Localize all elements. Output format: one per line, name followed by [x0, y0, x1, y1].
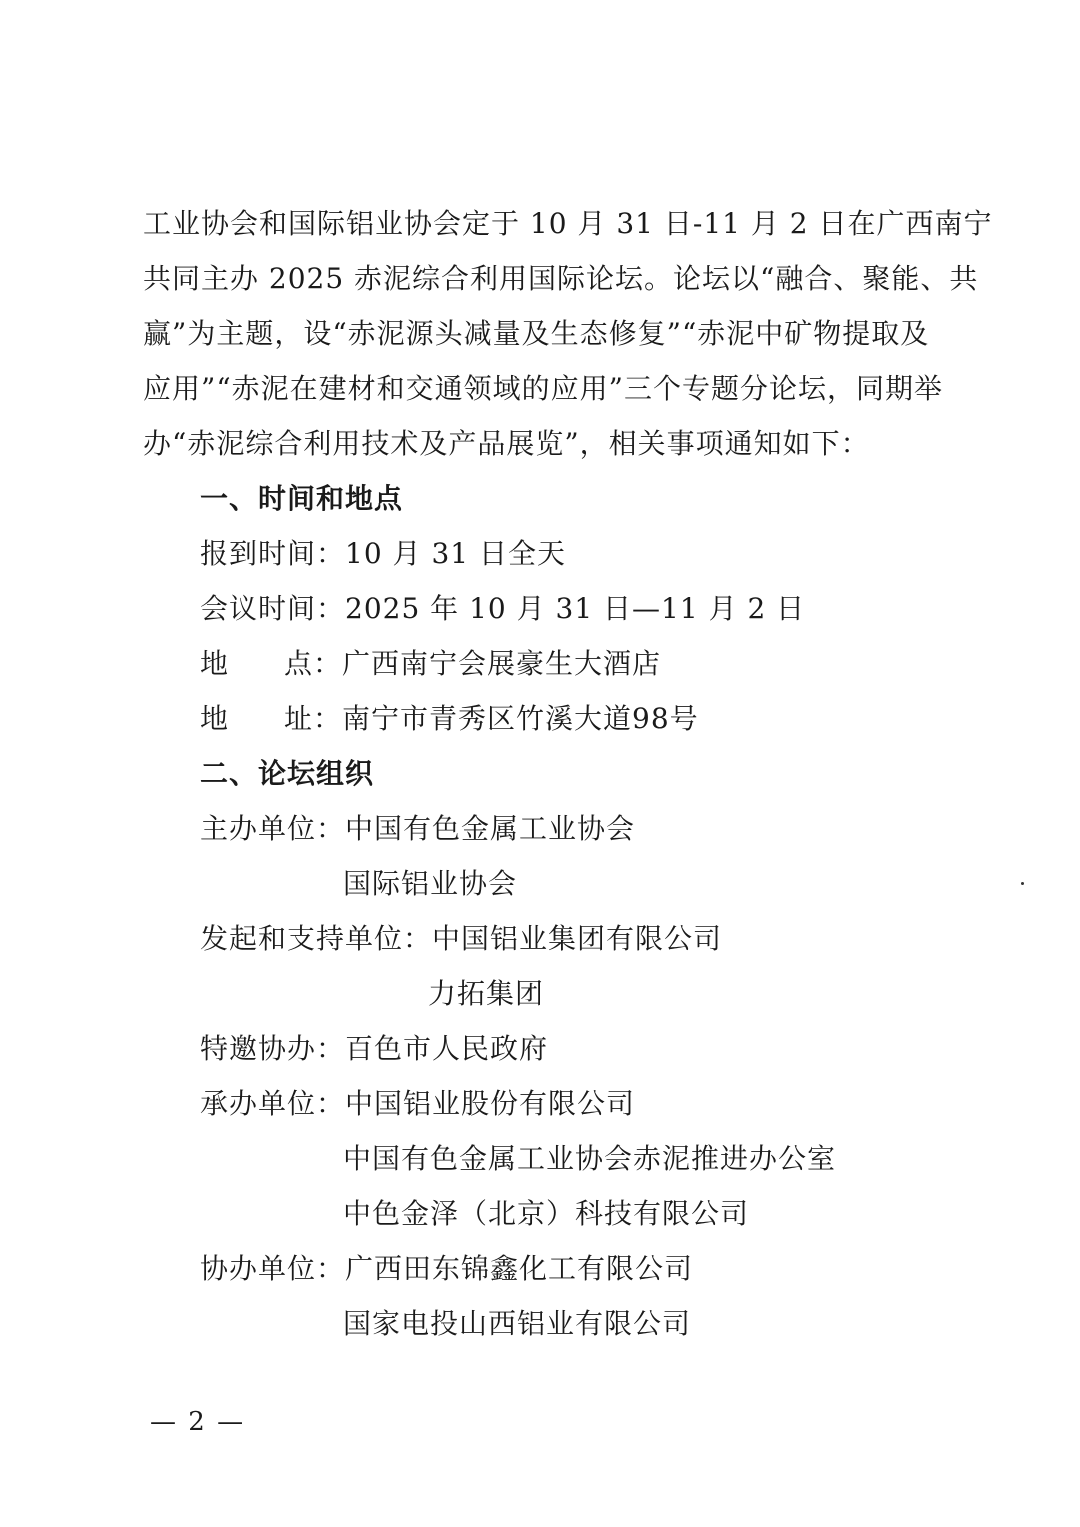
initiator-value-2: 力拓集团	[428, 977, 545, 1010]
co-organizer-label: 协办单位：	[200, 1252, 346, 1285]
organizer-value-1: 中国铝业股份有限公司	[345, 1087, 636, 1120]
host-row	[200, 809, 635, 849]
address-label-first: 地	[200, 702, 230, 735]
initiator-value-1: 中国铝业集团有限公司	[432, 922, 723, 955]
registration-time-row	[200, 534, 566, 574]
meeting-time-label: 会议时间：	[200, 592, 346, 625]
special-row	[200, 1029, 548, 1069]
intro-line-1: 工业协会和国际铝业协会定于 10 月 31 日-11 月 2 日在广西南宁	[143, 207, 993, 240]
scan-speck	[1021, 882, 1024, 885]
organizer-value-3: 中色金泽（北京）科技有限公司	[343, 1197, 750, 1230]
intro-line-3: 赢”为主题，设“赤泥源头减量及生态修复”“赤泥中矿物提取及	[143, 317, 930, 350]
venue-value: 广西南宁会展豪生大酒店	[342, 647, 662, 680]
host-value-1: 中国有色金属工业协会	[345, 812, 636, 845]
meeting-time-value: 2025 年 10 月 31 日—11 月 2 日	[345, 592, 806, 625]
co-organizer-value-1: 广西田东锦鑫化工有限公司	[345, 1252, 694, 1285]
address-label-second: 址：	[284, 702, 343, 735]
registration-time-value: 10 月 31 日全天	[345, 537, 566, 570]
venue-label-first: 地	[200, 647, 230, 680]
host-value-2: 国际铝业协会	[343, 867, 518, 900]
organizer-value-2: 中国有色金属工业协会赤泥推进办公室	[343, 1142, 837, 1175]
section-2-heading: 二、论坛组织	[200, 757, 375, 790]
intro-line-5: 办“赤泥综合利用技术及产品展览”，相关事项通知如下：	[143, 427, 870, 460]
organizer-label: 承办单位：	[200, 1087, 346, 1120]
special-label: 特邀协办：	[200, 1032, 346, 1065]
co-organizer-value-2: 国家电投山西铝业有限公司	[343, 1307, 692, 1340]
venue-label-second: 点：	[284, 647, 343, 680]
address-row	[200, 699, 699, 739]
intro-line-4: 应用”“赤泥在建材和交通领域的应用”三个专题分论坛，同期举	[143, 372, 943, 405]
host-label: 主办单位：	[200, 812, 346, 845]
registration-time-label: 报到时间：	[200, 537, 346, 570]
page-number: — 2 —	[150, 1407, 246, 1437]
intro-line-2: 共同主办 2025 赤泥综合利用国际论坛。论坛以“融合、聚能、共	[143, 262, 979, 295]
co-organizer-row	[200, 1249, 693, 1289]
initiator-row	[200, 919, 722, 959]
organizer-row	[200, 1084, 635, 1124]
initiator-label: 发起和支持单位：	[200, 922, 433, 955]
special-value: 百色市人民政府	[345, 1032, 549, 1065]
address-value: 南宁市青秀区竹溪大道98号	[342, 702, 699, 735]
meeting-time-row	[200, 589, 805, 629]
section-1-heading: 一、时间和地点	[200, 482, 404, 515]
venue-row	[200, 644, 661, 684]
